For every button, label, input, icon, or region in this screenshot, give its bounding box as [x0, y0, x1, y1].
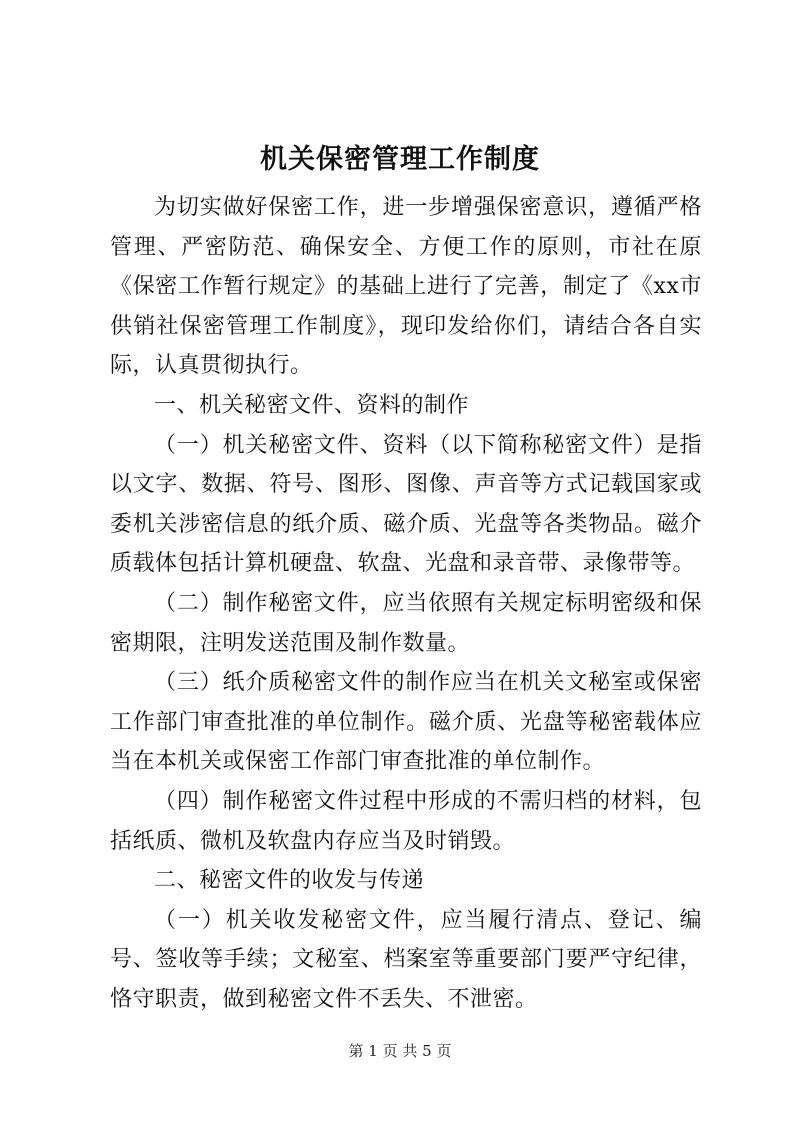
paragraph-2-1: （一）机关收发秘密文件，应当履行清点、登记、编号、签收等手续；文秘室、档案室等重要部门要严守纪律，恪守职责，做到秘密文件不丢失、不泄密。: [110, 907, 702, 1012]
page-footer: 第 1 页 共 5 页: [348, 1042, 452, 1060]
section-heading-2: 二、秘密文件的收发与传递: [154, 868, 425, 894]
paragraph-1-4: （四）制作秘密文件过程中形成的不需归档的材料，包括纸质、微机及软盘内存应当及时销毁。: [110, 788, 702, 854]
document-title: 机关保密管理工作制度: [260, 144, 540, 175]
document-body: [110, 188, 702, 1019]
paragraph-1-3: （三）纸介质秘密文件的制作应当在机关文秘室或保密工作部门审查批准的单位制作。磁介质、光盘等秘密载体应当在本机关或保密工作部门审查批准的单位制作。: [110, 670, 702, 775]
paragraph-intro: 为切实做好保密工作，进一步增强保密意识，遵循严格管理、严密防范、确保安全、方便工作的原则，市社在原《保密工作暂行规定》的基础上进行了完善，制定了《xx市供销社保密管理工作制度》，现印发给你们，请结合各自实际，认真贯彻执行。: [110, 195, 702, 379]
paragraph-1-1: （一）机关秘密文件、资料（以下简称秘密文件）是指以文字、数据、符号、图形、图像、声音等方式记载国家或委机关涉密信息的纸介质、磁介质、光盘等各类物品。磁介质载体包括计算机硬盘、软盘、光盘和录音带、录像带等。: [110, 432, 702, 577]
section-heading-1: 一、机关秘密文件、资料的制作: [154, 392, 470, 418]
paragraph-1-2: （二）制作秘密文件，应当依照有关规定标明密级和保密期限，注明发送范围及制作数量。: [110, 590, 702, 656]
